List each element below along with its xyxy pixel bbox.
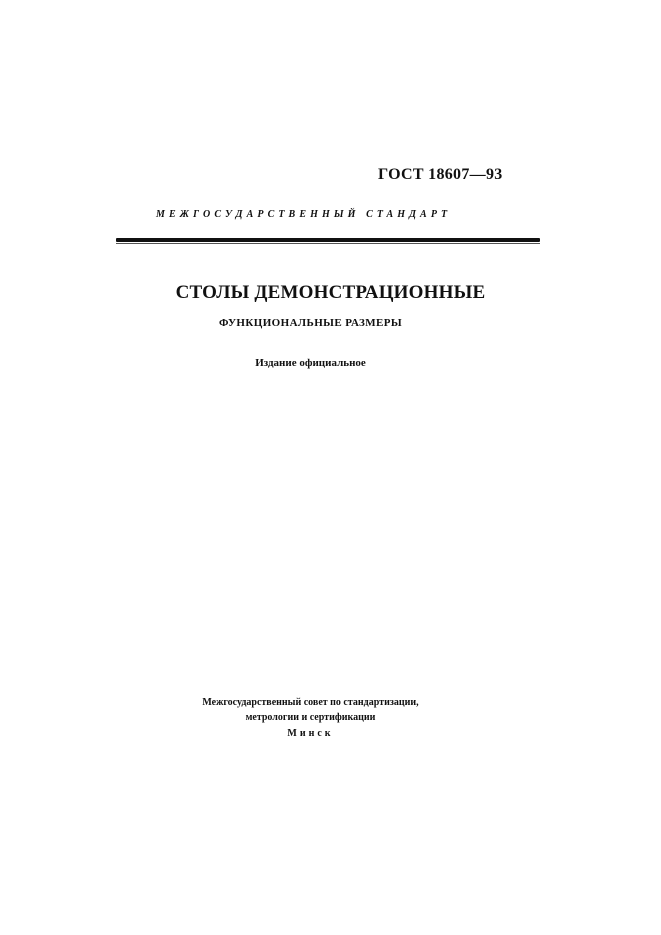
header-rule-thin bbox=[116, 243, 540, 244]
publisher-line-2: метрологии и сертификации bbox=[245, 712, 376, 723]
standard-type-heading: МЕЖГОСУДАРСТВЕННЫЙ СТАНДАРТ bbox=[156, 209, 452, 220]
edition-note: Издание официальное bbox=[255, 357, 366, 369]
publication-city: Минск bbox=[287, 728, 334, 739]
document-subtitle: ФУНКЦИОНАЛЬНЫЕ РАЗМЕРЫ bbox=[218, 317, 403, 329]
publisher-line-1: Межгосударственный совет по стандартизации, bbox=[202, 697, 419, 708]
header-rule bbox=[116, 238, 540, 242]
document-title: СТОЛЫ ДЕМОНСТРАЦИОННЫЕ bbox=[175, 282, 486, 303]
publisher-block bbox=[0, 695, 621, 725]
gost-code: ГОСТ 18607—93 bbox=[378, 166, 503, 183]
